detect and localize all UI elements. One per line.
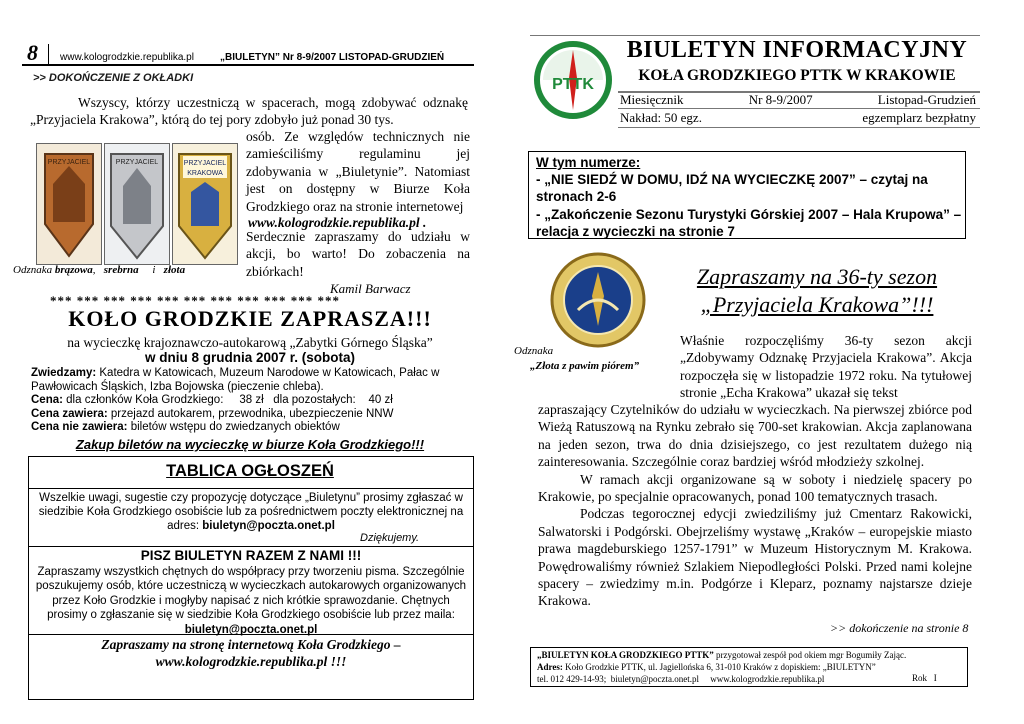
ticket-notice: Zakup biletów na wycieczkę w biurze Koła Grodzkiego!!! [75,437,425,452]
header-divider [48,44,49,64]
trip-detail-row: Cena: dla członków Koła Grodzkiego: 38 zł dla pozostałych: 40 zł [31,394,393,407]
article-right-column: osób. Ze względów technicznych nie zamieściliśmy regulaminu jej zdobywania w „Biuletynie”. Natomiast jest on dostępny w Biurze Koła Grodzkiego oraz na stronie internetowej [246,129,470,214]
masthead-rule [530,35,980,36]
board-divider [28,546,474,547]
trip-detail-row: Zwiedzamy: Katedra w Katowicach, Muzeum Narodowe w Katowicach, Pałac w Pawłowicach Śląskich, Izba Bojowska (pieczenie chleba). [31,367,440,393]
newsletter-title: BIULETYN INFORMACYJNY [626,37,968,63]
svg-text:PRZYJACIEL: PRZYJACIEL [47,159,91,166]
author-signature: Kamil Barwacz [330,281,411,296]
header-issue: „BIULETYN” Nr 8-9/2007 LISTOPAD-GRUDZIEŃ [220,52,445,63]
stars-divider: *** *** *** *** *** *** *** *** *** *** *** [50,293,340,308]
svg-text:KRAKOWA: KRAKOWA [187,170,223,177]
article-url: www.kologrodzkie.republika.pl . [248,215,427,230]
colophon: „BIULETYN KOŁA GRODZKIEGO PTTK” przygotował zespół pod okiem mgr Bogumiły Zając. Adres: Koło Grodzkie PTTK, ul. Jagiellońska 6, 31-010 Kraków z dopiskiem: „BIULETYN” tel. 012 429-14-93; biuletyn@poczta.onet.pl www.kologrodzkie.republika.pl [537,650,907,684]
trip-date: w dniu 8 grudnia 2007 r. (sobota) [144,350,356,365]
feature-title: Zapraszamy na 36-ty sezon [696,264,938,289]
section-title: KOŁO GRODZKIE ZAPRASZA!!! [68,306,432,331]
feature-body: zapraszający Czytelników do udziału w wycieczkach. Na pierwszej zbiórce pod Wieżą Ratuszową na Rynku zebrało się 700-set krakowian. Akcja zaplanowana na jeden sezon, trwa do dnia dzisiejszego, co jest rezultatem dużego nią zainteresowania. Szczególnie coraz bardziej wśród młodzieży szkolnej. W ramach akcji organizowane są w soboty i niedzielę spacery po Krakowie, po specjalnie opracowanych, ponad 100 tematycznych trasach. Podczas tegorocznej edycji zwiedziliśmy już Cmentarz Rakowicki, Salwatorski i Podgórski. Obejrzeliśmy wystawę „Kraków – europejskie miasto prawa magdeburskiego 1257-1791” w Muzeum Historycznym M. Krakowa. Powędrowaliśmy również Szlakiem Niepodległości Polski. Przed nami kolejne spacery – zwiedzimy m.in. Podgórze i Kleparz, poznamy najstarsze dzieje Krakowa. [538,402,972,609]
header-rule [22,64,474,66]
write-with-us-title: PISZ BIULETYN RAZEM Z NAMI !!! [140,548,362,563]
board-thanks: Dziękujemy. [360,532,420,544]
medal-caption-name: „Złota z pawim piórem” [530,360,640,372]
article-invite: Serdecznie zapraszamy do udziału w akcji, bo warto! Do zobaczenia na zbiórkach! [246,229,470,279]
board-divider [28,634,474,635]
bronze-badge-image [36,143,102,265]
page-number: 8 [27,40,38,65]
article-intro: Wszyscy, którzy uczestniczą w spacerach, mogą zdobywać odznakę „Przyjaciela Krakowa”, którą do tej pory zdobyło już ponad 30 tys. [30,95,468,128]
badge-caption: Odznaka brązowa, srebrna i złota [13,264,186,276]
gold-badge-image [172,143,238,265]
continued-note: >> dokończenie na stronie 8 [830,621,969,635]
svg-text:PTTK: PTTK [552,76,594,93]
pttk-logo [533,40,613,120]
in-this-issue: W tym numerze: - „NIE SIEDŹ W DOMU, IDŹ NA WYCIECZKĘ 2007” – czytaj na stronach 2-6 - „Zakończenie Sezonu Turystyki Górskiej 2007 – Hala Krupowa” – relacja z wycieczki na stronie 7 [536,155,962,239]
medal-caption: Odznaka [514,345,554,357]
feature-intro: Właśnie rozpoczęliśmy 36-ty sezon akcji „Zdobywamy Odznakę Przyjaciela Krakowa”. Akcja rozpoczęła się w listopadzie 1972 roku. Na tytułowej stronie „Echa Krakowa” ukazał się tekst [680,333,972,401]
colophon-year: Rok I [912,673,937,683]
newsletter-subtitle: KOŁA GRODZKIEGO PTTK W KRAKOWIE [638,67,956,84]
continuation-label: >> DOKOŃCZENIE Z OKŁADKI [33,72,194,84]
trip-detail-row: Cena zawiera: przejazd autokarem, przewodnika, ubezpieczenie NNW [31,407,394,420]
silver-badge-image [104,143,170,265]
svg-text:PRZYJACIEL: PRZYJACIEL [115,159,159,166]
trip-line: na wycieczkę krajoznawczo-autokarową „Zabytki Górnego Śląska” [67,335,433,350]
issue-info-row: Miesięcznik Nr 8-9/2007 Listopad-Grudzień [620,92,976,107]
write-with-us-text: Zapraszamy wszystkich chętnych do współpracy przy tworzeniu pisma. Szczególnie poszukujemy osób, które uczestniczą w wycieczkach autokarowych organizowanych przez Koło Grodzkie i mogłyby napisać z nich krótkie sprawozdanie. Chętnych prosimy o zgłaszanie się w siedzibie Koła Grodzkiego osobiście lub przez maila: biuletyn@poczta.onet.pl [35,566,467,636]
board-notice: Wszelkie uwagi, sugestie czy propozycję dotyczące „Biuletynu” prosimy zgłaszać w siedzibie Koła Grodzkiego osobiście lub za pośrednictwem poczty elektronicznej na adres: biuletyn@poczta.onet.pl [38,492,464,532]
trip-detail-row: Cena nie zawiera: biletów wstępu do zwiedzanych obiektów [31,421,340,434]
medal-image [548,250,648,350]
svg-text:PRZYJACIEL: PRZYJACIEL [183,160,227,167]
notice-board-title: TABLICA OGŁOSZEŃ [166,462,334,480]
board-divider [28,488,474,489]
website-invite: Zapraszamy na stronę internetową Koła Grodzkiego – www.kologrodzkie.republika.pl !!! [101,637,401,669]
masthead-rule [618,108,980,109]
masthead-rule [618,127,980,128]
header-url: www.kologrodzkie.republika.pl [60,52,194,63]
trip-details [31,367,471,435]
feature-title-line2: „Przyjaciela Krakowa”!!! [700,292,934,317]
circulation-row: Nakład: 50 egz. egzemplarz bezpłatny [620,110,976,125]
